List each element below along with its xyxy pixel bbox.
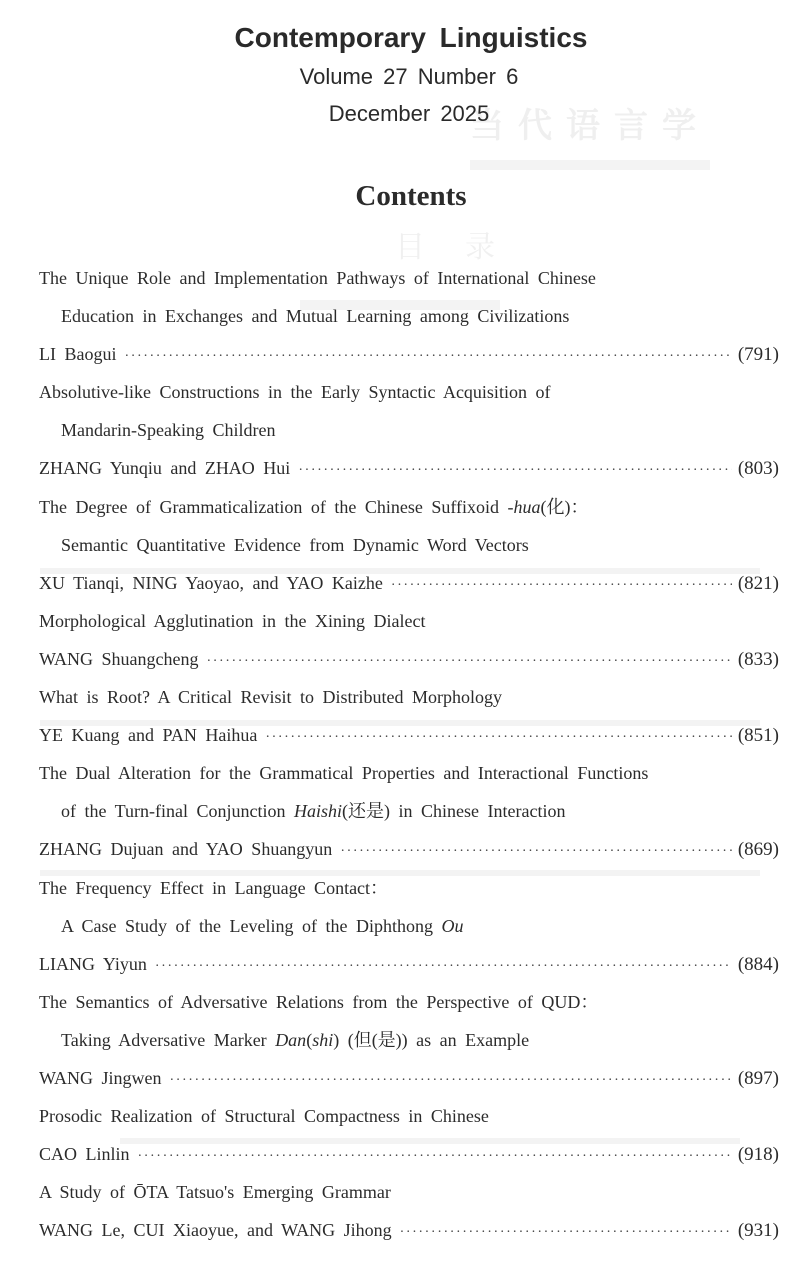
page-number[interactable]: (931): [737, 1220, 779, 1242]
issue-date: December 2025: [328, 101, 490, 126]
dot-leader: [340, 837, 732, 867]
article-title-line[interactable]: The Semantics of Adversative Relations from the Perspective of QUD：: [39, 991, 599, 1012]
article-authors: ZHANG Dujuan and YAO Shuangyun: [39, 839, 333, 860]
page-number[interactable]: (851): [737, 725, 779, 747]
dot-leader: [125, 342, 732, 372]
author-line: [39, 1139, 779, 1177]
dot-leader: [170, 1066, 732, 1096]
title-italic-term: Dan: [275, 1029, 307, 1050]
dot-leader: [391, 571, 732, 601]
title-italic-term: shi: [312, 1029, 334, 1050]
contents-heading: Contents: [355, 180, 467, 212]
dot-leader: [400, 1218, 732, 1248]
title-suffix: (化)：: [540, 496, 589, 517]
article-title-line[interactable]: Absolutive-like Constructions in the Early Syntactic Acquisition of: [39, 382, 551, 403]
author-line: [39, 720, 779, 758]
article-title-line[interactable]: The Frequency Effect in Language Contact：: [39, 877, 389, 898]
author-line: [39, 1063, 779, 1101]
page-number[interactable]: (833): [737, 648, 779, 670]
dot-leader: [206, 647, 731, 677]
dot-leader: [138, 1142, 732, 1172]
author-line: [39, 339, 779, 377]
dot-leader: [298, 456, 732, 486]
dot-leader: [155, 952, 732, 982]
article-authors: WANG Jingwen: [39, 1067, 162, 1088]
title-suffix: (还是) in Chinese Interaction: [342, 801, 566, 822]
toc-entry[interactable]: [39, 682, 779, 758]
article-title-line[interactable]: What is Root? A Critical Revisit to Distributed Morphology: [39, 687, 502, 708]
page-number[interactable]: (897): [737, 1067, 779, 1089]
article-title-line[interactable]: [39, 492, 779, 530]
author-line: [39, 644, 779, 682]
dot-leader: [265, 723, 732, 753]
toc-entry[interactable]: [39, 263, 779, 377]
toc-entry[interactable]: [39, 1177, 779, 1253]
article-title-line[interactable]: [39, 911, 779, 949]
toc-entry[interactable]: [39, 987, 779, 1101]
author-line: [39, 453, 779, 491]
article-title-line[interactable]: Prosodic Realization of Structural Compactness in Chinese: [39, 1106, 489, 1127]
article-title-line[interactable]: Education in Exchanges and Mutual Learning among Civilizations: [61, 306, 570, 327]
toc-entry[interactable]: [39, 1101, 779, 1177]
article-authors: CAO Linlin: [39, 1144, 130, 1165]
title-paren: (: [306, 1029, 313, 1050]
article-title-line[interactable]: Mandarin-Speaking Children: [61, 420, 276, 441]
article-title-line[interactable]: The Dual Alteration for the Grammatical Properties and Interactional Functions: [39, 763, 649, 784]
bleed-through-line: [470, 160, 710, 170]
page-number[interactable]: (821): [737, 572, 779, 594]
article-title-line[interactable]: [39, 1025, 779, 1063]
title-text: of the Turn-final Conjunction: [61, 801, 294, 822]
journal-header: [0, 18, 806, 132]
title-text: A Case Study of the Leveling of the Diphthong: [61, 915, 442, 936]
article-authors: LIANG Yiyun: [39, 953, 147, 974]
article-title-line[interactable]: The Unique Role and Implementation Pathways of International Chinese: [39, 268, 596, 288]
page-number[interactable]: (884): [737, 953, 779, 975]
article-authors: ZHANG Yunqiu and ZHAO Hui: [39, 458, 291, 479]
bleed-through-mulu: 目录: [395, 230, 535, 265]
title-text: Taking Adversative Marker: [61, 1029, 276, 1050]
toc-entry[interactable]: [39, 606, 779, 682]
author-line: [39, 949, 779, 987]
volume-number: Volume 27 Number 6: [299, 64, 519, 89]
article-title-line[interactable]: A Study of ŌTA Tatsuo's Emerging Grammar: [39, 1182, 391, 1203]
journal-title: Contemporary Linguistics: [234, 22, 588, 53]
article-title-line[interactable]: Semantic Quantitative Evidence from Dynamic Word Vectors: [61, 534, 529, 555]
page-number[interactable]: (869): [737, 839, 779, 861]
article-authors: YE Kuang and PAN Haihua: [39, 725, 258, 746]
toc-entry[interactable]: [39, 492, 779, 606]
title-italic-term: Haishi: [294, 801, 343, 822]
table-of-contents: [39, 263, 779, 1253]
title-italic-term: -hua: [507, 496, 541, 517]
title-suffix: ) (但(是)) as an Example: [333, 1029, 530, 1050]
page-number[interactable]: (791): [737, 344, 779, 366]
article-authors: XU Tianqi, NING Yaoyao, and YAO Kaizhe: [39, 572, 383, 593]
article-title-line[interactable]: Morphological Agglutination in the Xining Dialect: [39, 610, 426, 631]
article-authors: LI Baogui: [39, 344, 117, 365]
author-line: [39, 568, 779, 606]
toc-entry[interactable]: [39, 758, 779, 872]
title-italic-term: Ou: [441, 915, 464, 936]
page-number[interactable]: (803): [737, 458, 779, 480]
toc-entry[interactable]: [39, 873, 779, 987]
article-title-line[interactable]: [39, 796, 779, 834]
page-number[interactable]: (918): [737, 1144, 779, 1166]
toc-entry[interactable]: [39, 377, 779, 491]
article-authors: WANG Le, CUI Xiaoyue, and WANG Jihong: [39, 1220, 392, 1241]
title-text: The Degree of Grammaticalization of the Chinese Suffixoid: [39, 496, 508, 517]
author-line: [39, 1215, 779, 1253]
author-line: [39, 834, 779, 872]
bleed-through-title: 当代语言学: [470, 106, 710, 146]
article-authors: WANG Shuangcheng: [39, 648, 199, 669]
